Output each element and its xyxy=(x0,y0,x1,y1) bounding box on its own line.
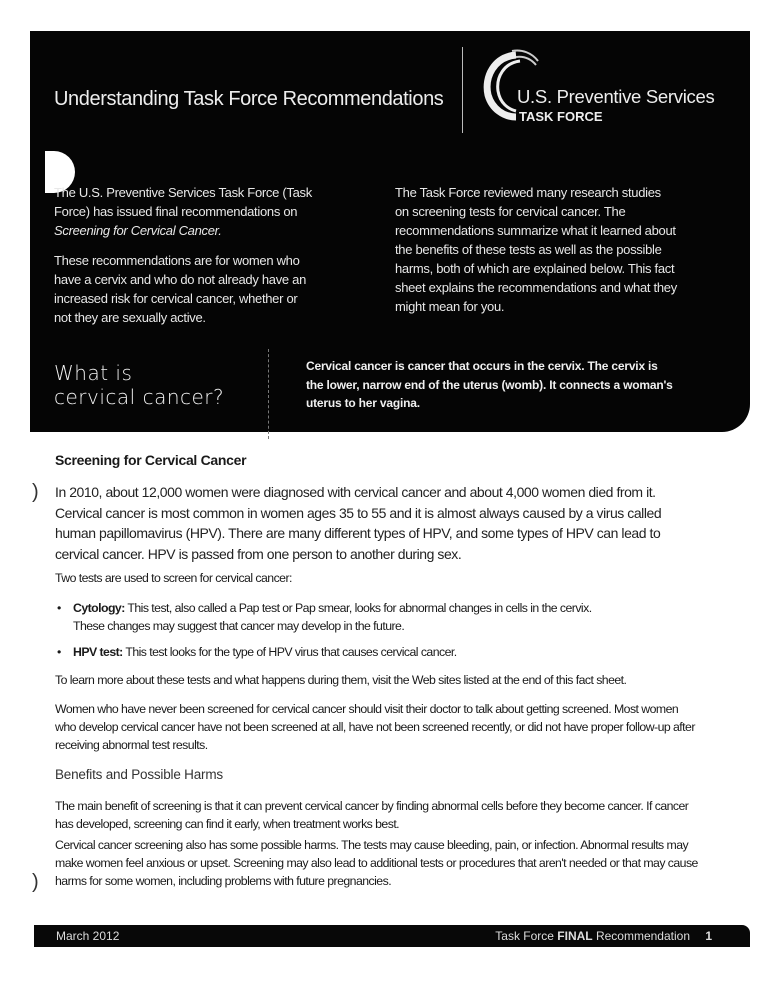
recommendation-title: Screening for Cervical Cancer. xyxy=(54,223,222,238)
page-number: 1 xyxy=(705,929,712,943)
text-line: might mean for you. xyxy=(395,299,505,314)
intro-paragraph-2 xyxy=(54,251,312,327)
footer-bar xyxy=(34,925,750,947)
footer-label-pre: Task Force xyxy=(495,929,558,943)
text-line: the benefits of these tests as well as the possible xyxy=(395,242,662,257)
screening-paragraph-2: Two tests are used to screen for cervical cancer: xyxy=(55,571,292,585)
bullet-text: This test looks for the type of HPV virus that causes cervical cancer. xyxy=(122,645,457,659)
text-line: have a cervix and who do not already have an xyxy=(54,272,307,287)
footer-label-bold: FINAL xyxy=(557,929,593,943)
scan-mark: ) xyxy=(32,871,39,893)
text-line: Cervical cancer screening also has some possible harms. The tests may cause bleeding, pain, or infection. Abnormal results may xyxy=(55,838,689,852)
text-line: These recommendations are for women who xyxy=(54,253,300,268)
text-line: The Task Force reviewed many research studies xyxy=(395,185,661,200)
intro-right-column xyxy=(395,183,677,327)
text-line: harms, both of which are explained below. This fact xyxy=(395,261,675,276)
footer-label-post: Recommendation xyxy=(592,929,690,943)
benefits-heading: Benefits and Possible Harms xyxy=(55,767,223,782)
screening-paragraph-3: To learn more about these tests and what happens during them, visit the Web sites listed at the end of this fact sheet. xyxy=(55,673,627,687)
intro-left-column xyxy=(54,183,312,338)
what-is-line1: What is xyxy=(54,361,133,385)
header-divider xyxy=(462,47,463,133)
intro-lines xyxy=(54,183,312,221)
screening-paragraph-4 xyxy=(55,700,715,754)
footer-label xyxy=(495,929,690,943)
page-title: Understanding Task Force Recommendations xyxy=(54,88,444,110)
benefits-paragraph-1 xyxy=(55,797,715,833)
intro-paragraph-3 xyxy=(395,183,677,316)
scan-mark: ) xyxy=(32,481,39,503)
text-line: human papillomavirus (HPV). There are many different types of HPV, and some types of HPV can lead to xyxy=(55,525,661,541)
text-line: recommendations summarize what it learned about xyxy=(395,223,676,238)
text-line: sheet explains the recommendations and what they xyxy=(395,280,677,295)
cervical-cancer-definition xyxy=(306,357,673,413)
screening-heading: Screening for Cervical Cancer xyxy=(55,452,247,468)
text-line: the lower, narrow end of the uterus (womb). It connects a woman's xyxy=(306,377,673,392)
text-line: make women feel anxious or upset. Screening may also lead to additional tests or procedures that aren't needed or that may cause xyxy=(55,856,698,870)
header-banner xyxy=(30,31,750,432)
benefits-paragraph-2 xyxy=(55,836,715,890)
text-line: Cervical cancer is cancer that occurs in the cervix. The cervix is xyxy=(306,359,658,373)
text-line: The U.S. Preventive Services Task Force (Task xyxy=(54,185,312,200)
logo-name: U.S. Preventive Services xyxy=(517,86,715,107)
text-line: increased risk for cervical cancer, whether or xyxy=(54,291,298,306)
text-line: Force) has issued final recommendations on xyxy=(54,204,298,219)
text-line: harms for some women, including problems with future pregnancies. xyxy=(55,874,392,888)
text-line: has developed, screening can find it early, when treatment works best. xyxy=(55,817,400,831)
text-line: uterus to her vagina. xyxy=(306,396,420,410)
text-line: The main benefit of screening is that it can prevent cervical cancer by finding abnormal cells before they become cancer. If cancer xyxy=(55,799,689,813)
text-line: who develop cervical cancer have not been screened at all, have not been screened recently, or did not have proper follow-up after xyxy=(55,720,695,734)
bullet-text: These changes may suggest that cancer may develop in the future. xyxy=(73,619,405,633)
footer-date: March 2012 xyxy=(56,929,120,943)
section-divider xyxy=(268,349,269,439)
bullet-dot-icon: • xyxy=(57,645,61,659)
text-line: cervical cancer. HPV is passed from one person to another during sex. xyxy=(55,545,462,562)
what-is-line2: cervical cancer? xyxy=(54,385,225,409)
logo-subname: TASK FORCE xyxy=(519,109,603,124)
intro-paragraph-1 xyxy=(54,183,312,240)
text-line: In 2010, about 12,000 women were diagnosed with cervical cancer and about 4,000 women died from it. xyxy=(55,484,656,500)
what-is-heading xyxy=(54,361,224,409)
bullet-term: HPV test: xyxy=(73,645,123,659)
screening-paragraph-1 xyxy=(55,482,715,564)
text-line: on screening tests for cervical cancer. The xyxy=(395,204,626,219)
text-line: receiving abnormal test results. xyxy=(55,738,208,752)
text-line: Cervical cancer is most common in women ages 35 to 55 and it is almost always caused by a virus called xyxy=(55,504,662,521)
bullet-text: This test, also called a Pap test or Pap smear, looks for abnormal changes in cells in the cervix. xyxy=(124,601,592,615)
text-line: not they are sexually active. xyxy=(54,310,206,325)
bullet-dot-icon: • xyxy=(57,601,61,615)
bullet-term: Cytology: xyxy=(73,601,125,615)
text-line: Women who have never been screened for cervical cancer should visit their doctor to talk about getting screened. Most women xyxy=(55,702,679,716)
